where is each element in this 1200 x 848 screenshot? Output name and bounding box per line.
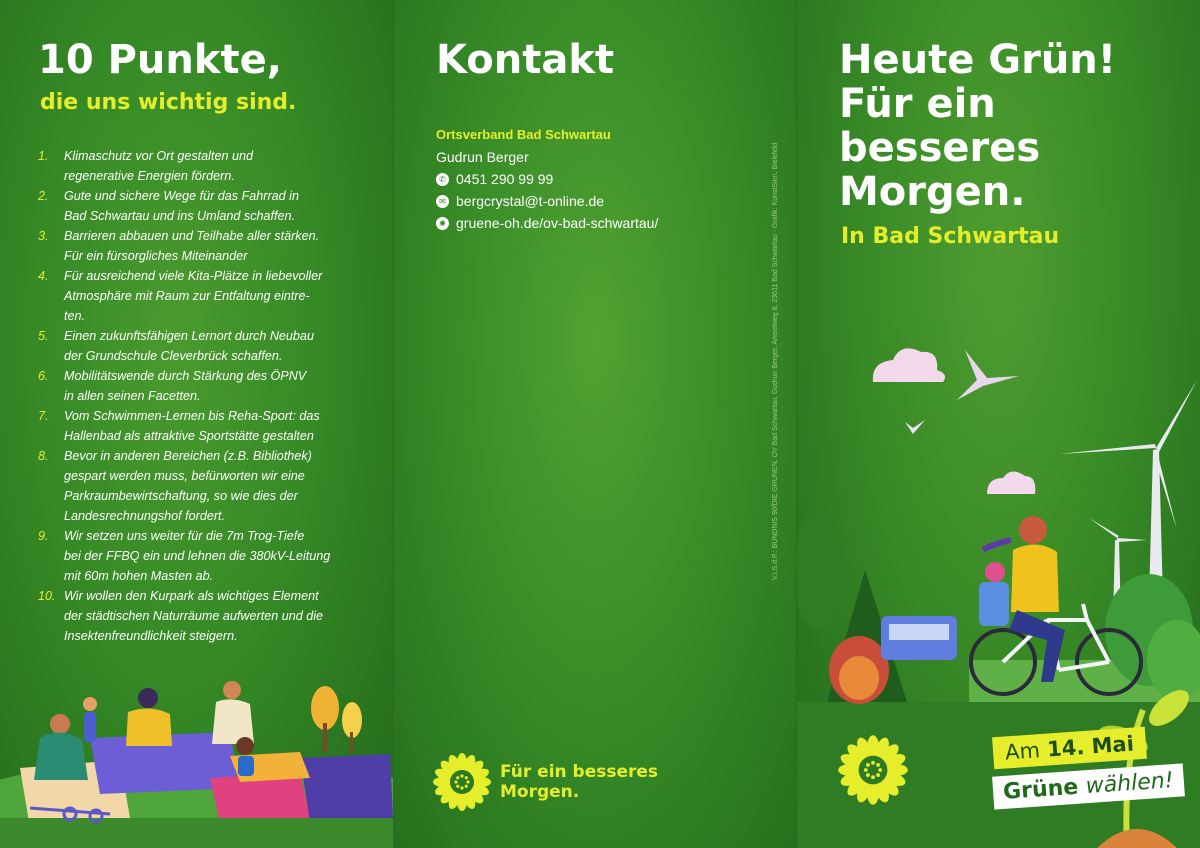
point-item	[38, 326, 373, 366]
point-text-line: Klimaschutz vor Ort gestalten und	[64, 149, 253, 163]
contact-phone-row[interactable]	[436, 168, 658, 190]
point-text-line: Bevor in anderen Bereichen (z.B. Bibliothek)	[64, 449, 312, 463]
point-text-line: Wir setzen uns weiter für die 7m Trog-Tiefe	[64, 529, 305, 543]
contact-web-row[interactable]	[436, 212, 658, 234]
point-text-line: bei der FFBQ ein und lehnen die 380kV-Leitung	[64, 549, 331, 563]
point-text-line: in allen seinen Facetten.	[64, 389, 201, 403]
slogan-line1: Für ein besseres	[500, 762, 659, 782]
badge-date: 14. Mai	[1046, 731, 1135, 762]
badge-prefix: Am	[1004, 738, 1041, 765]
point-item	[38, 146, 373, 186]
point-text-line: gespart werden muss, befürworten wir eine	[64, 469, 305, 483]
point-text-line: mit 60m hohen Masten ab.	[64, 569, 214, 583]
point-number: 4.	[38, 269, 49, 283]
point-text-line: Wir wollen den Kurpark als wichtiges Element	[64, 589, 319, 603]
ten-points-subtitle: die uns wichtig sind.	[40, 90, 297, 115]
point-item	[38, 366, 373, 406]
contact-web[interactable]: gruene-oh.de/ov-bad-schwartau/	[456, 215, 659, 231]
point-item	[38, 446, 373, 526]
point-text-line: Mobilitätswende durch Stärkung des ÖPNV	[64, 369, 307, 383]
point-text-line: Vom Schwimmen-Lernen bis Reha-Sport: das	[64, 409, 320, 423]
contact-block	[436, 124, 658, 234]
left-panel	[0, 0, 393, 848]
point-number: 5.	[38, 329, 49, 343]
point-item	[38, 526, 373, 586]
point-number: 3.	[38, 229, 49, 243]
slogan	[500, 762, 658, 802]
slogan-line2: Morgen.	[500, 782, 580, 802]
web-icon: ✺	[436, 217, 449, 230]
point-number: 7.	[38, 409, 49, 423]
sunflower-logo	[432, 752, 492, 812]
ten-points-title: 10 Punkte,	[38, 37, 282, 83]
point-number: 6.	[38, 369, 49, 383]
point-item	[38, 266, 373, 326]
contact-email-row[interactable]	[436, 190, 658, 212]
point-number: 2.	[38, 189, 49, 203]
cover-title-line2: Für ein besseres	[839, 81, 1041, 171]
point-text-line: Barrieren abbauen und Teilhabe aller stärken.	[64, 229, 320, 243]
contact-title: Kontakt	[436, 37, 615, 83]
cover-title-line3: Morgen.	[839, 169, 1026, 215]
sunflower-logo-large	[837, 734, 909, 806]
point-text-line: Für ausreichend viele Kita-Plätze in liebevoller	[64, 269, 323, 283]
point-text-line: Atmosphäre mit Raum zur Entfaltung eintre-	[64, 289, 310, 303]
point-text-line: regenerative Energien fördern.	[64, 169, 235, 183]
point-text-line: Bad Schwartau und ins Umland schaffen.	[64, 209, 296, 223]
imprint-text: V.i.S.d.P.: BÜNDNIS 90/DIE GRÜNEN, OV Bad Schwartau, Gudrun Berger, Amselweg 8, 23611 Bad Schwartau · Grafik: KunstSinn, Bielefeld	[772, 142, 779, 580]
picnic-illustration	[0, 668, 393, 848]
badge-party: Grüne	[1002, 774, 1080, 805]
mail-icon: ✉	[436, 195, 449, 208]
point-item	[38, 586, 373, 646]
cover-subtitle: In Bad Schwartau	[841, 224, 1060, 249]
points-list	[38, 146, 373, 646]
point-text-line: Einen zukunftsfähigen Lernort durch Neubau	[64, 329, 314, 343]
contact-org: Ortsverband Bad Schwartau	[436, 127, 611, 142]
point-item	[38, 406, 373, 446]
phone-icon: ✆	[436, 173, 449, 186]
point-number: 9.	[38, 529, 49, 543]
badge-action: wählen!	[1084, 768, 1175, 800]
point-number: 8.	[38, 449, 49, 463]
point-number: 10.	[38, 589, 56, 603]
point-number: 1.	[38, 149, 49, 163]
contact-phone[interactable]: 0451 290 99 99	[456, 171, 554, 187]
point-item	[38, 226, 373, 266]
middle-panel	[393, 0, 797, 848]
contact-person: Gudrun Berger	[436, 149, 529, 165]
cover-title	[839, 38, 1200, 214]
contact-email[interactable]: bergcrystal@t-online.de	[456, 193, 605, 209]
point-text-line: Gute und sichere Wege für das Fahrrad in	[64, 189, 299, 203]
point-text-line: der Grundschule Cleverbrück schaffen.	[64, 349, 283, 363]
right-panel	[796, 0, 1200, 848]
point-text-line: Hallenbad als attraktive Sportstätte gestalten	[64, 429, 314, 443]
point-text-line: Für ein fürsorgliches Miteinander	[64, 249, 248, 263]
point-text-line: ten.	[64, 309, 86, 323]
point-text-line: Parkraumbewirtschaftung, so wie dies der	[64, 489, 298, 503]
point-text-line: Landesrechnungshof fordert.	[64, 509, 226, 523]
point-item	[38, 186, 373, 226]
point-text-line: Insektenfreundlichkeit steigern.	[64, 629, 238, 643]
point-text-line: der städtischen Naturräume aufwerten und die	[64, 609, 324, 623]
cover-title-line1: Heute Grün!	[839, 37, 1117, 83]
